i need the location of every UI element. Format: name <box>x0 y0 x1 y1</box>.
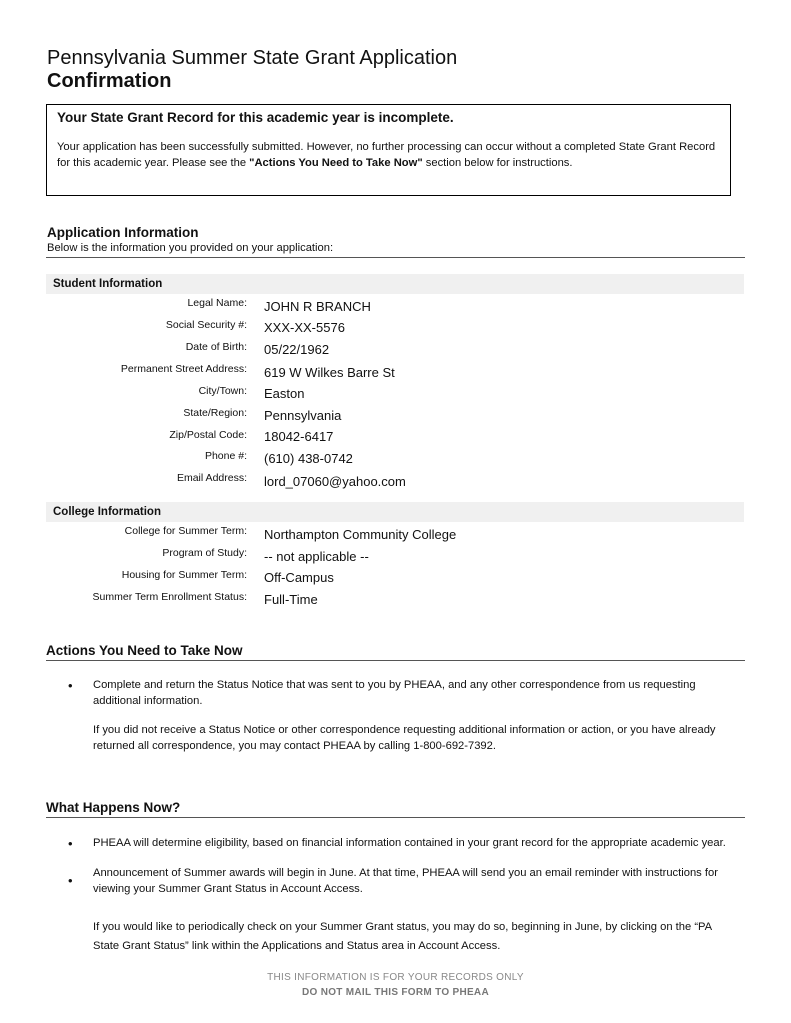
field-label-program: Program of Study: <box>162 547 247 559</box>
student-info-heading: Student Information <box>53 278 163 290</box>
field-label-housing: Housing for Summer Term: <box>121 569 247 581</box>
what-happens-title: What Happens Now? <box>46 800 181 815</box>
application-info-subtitle: Below is the information you provided on your application: <box>47 242 334 254</box>
field-value-program: -- not applicable -- <box>264 549 369 564</box>
notice-title: Your State Grant Record for this academic year is incomplete. <box>57 110 454 125</box>
bullet-icon: • <box>68 836 73 851</box>
field-value-email: lord_07060@yahoo.com <box>264 474 406 489</box>
bullet-icon: • <box>68 678 73 693</box>
incomplete-record-notice <box>46 104 731 196</box>
actions-title: Actions You Need to Take Now <box>46 643 243 658</box>
field-label-college: College for Summer Term: <box>124 525 247 537</box>
field-label-state: State/Region: <box>183 407 247 419</box>
field-label-legal-name: Legal Name: <box>187 297 247 309</box>
field-value-street: 619 W Wilkes Barre St <box>264 365 395 380</box>
actions-item-1-followup: If you did not receive a Status Notice or other correspondence requesting additional information or action, or you have already returned all correspondence, you may contact PHEAA by calling 1-800-692-7392. <box>93 724 716 752</box>
notice-body-text: Your application has been successfully submitted. However, no further processing can occur without a completed State Grant Record for this academic year. Please see the <box>57 141 716 169</box>
college-info-heading: College Information <box>53 506 161 518</box>
footer-do-not-mail: DO NOT MAIL THIS FORM TO PHEAA <box>302 987 489 998</box>
field-label-ssn: Social Security #: <box>165 319 247 331</box>
field-label-enrollment: Summer Term Enrollment Status: <box>92 591 247 603</box>
divider <box>46 660 745 661</box>
page-subtitle: Confirmation <box>47 70 172 92</box>
field-value-ssn: XXX-XX-5576 <box>264 320 345 335</box>
application-info-title: Application Information <box>47 225 199 240</box>
field-value-state: Pennsylvania <box>264 408 342 423</box>
field-label-city: City/Town: <box>198 385 247 397</box>
page-title: Pennsylvania Summer State Grant Application <box>47 47 458 69</box>
field-label-phone: Phone #: <box>204 450 247 462</box>
field-value-enrollment: Full-Time <box>264 592 318 607</box>
what-happens-item-2-followup: If you would like to periodically check on your Summer Grant status, you may do so, beginning in June, by clicking on the “PA State Grant Status” link within the Applications and Status area in Account Access. <box>93 921 712 952</box>
footer-records-only: THIS INFORMATION IS FOR YOUR RECORDS ONLY <box>267 972 524 983</box>
field-label-email: Email Address: <box>176 472 247 484</box>
what-happens-item-1: PHEAA will determine eligibility, based on financial information contained in your grant record for the appropriate academic year. <box>93 837 726 849</box>
field-value-housing: Off-Campus <box>264 570 334 585</box>
bullet-icon: • <box>68 873 73 888</box>
student-info-header <box>46 274 744 294</box>
field-value-phone: (610) 438-0742 <box>264 451 353 466</box>
notice-body <box>57 140 717 171</box>
notice-body-text-end: section below for instructions. <box>422 156 573 169</box>
divider <box>46 257 745 258</box>
field-label-street: Permanent Street Address: <box>120 363 247 375</box>
field-value-dob: 05/22/1962 <box>264 342 330 357</box>
college-info-header <box>46 502 744 522</box>
actions-item-1: Complete and return the Status Notice that was sent to you by PHEAA, and any other correspondence from us requesting additional information. <box>93 679 696 707</box>
field-value-legal-name: JOHN R BRANCH <box>264 299 371 314</box>
field-value-college: Northampton Community College <box>264 527 457 542</box>
field-value-city: Easton <box>264 386 305 401</box>
field-label-dob: Date of Birth: <box>185 341 247 353</box>
divider <box>46 817 745 818</box>
notice-body-emphasis: "Actions You Need to Take Now" <box>249 156 423 169</box>
what-happens-item-2: Announcement of Summer awards will begin in June. At that time, PHEAA will send you an email reminder with instructions for viewing your Summer Grant Status in Account Access. <box>93 867 718 895</box>
field-value-zip: 18042-6417 <box>264 429 334 444</box>
field-label-zip: Zip/Postal Code: <box>169 429 247 441</box>
